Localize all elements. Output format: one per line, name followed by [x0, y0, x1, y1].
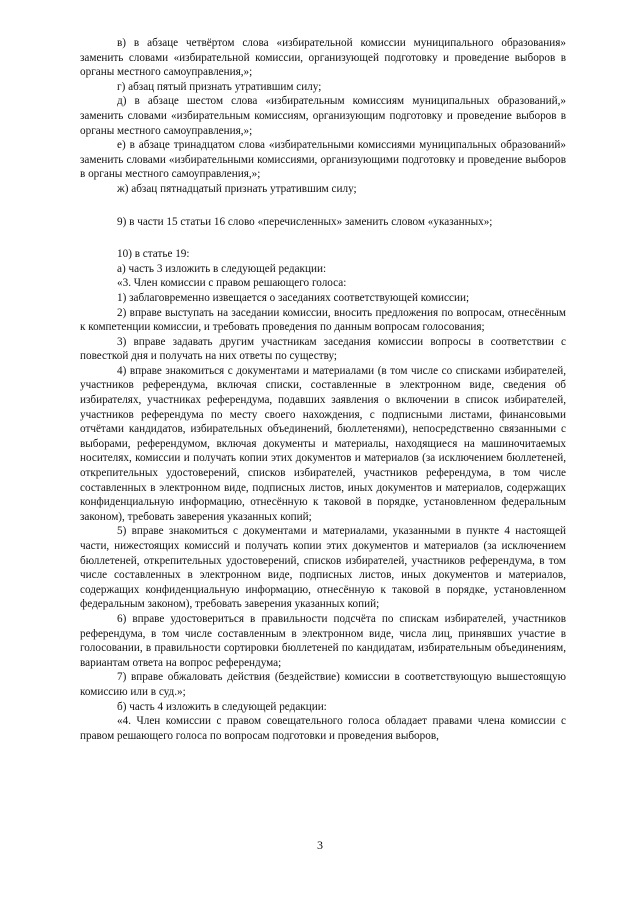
paragraph-part-4-heading: «4. Член комиссии с правом совещательного голоса обладает правами члена комиссии с правом решающего голоса по вопросам подготовки и проведения выборов,: [80, 715, 566, 742]
paragraph-g-fifth-abzac: г) абзац пятый признать утратившим силу;: [117, 80, 322, 93]
paragraph-b-part-4: б) часть 4 изложить в следующей редакции:: [117, 700, 327, 713]
paragraph-e-thirteenth-abzac: е) в абзаце тринадцатом слова «избирательными комиссиями муниципальных образований» заменить словами «избирательными комиссиями, организующими подготовку и проведение выборов в органы местного самоуправления,»;: [80, 139, 566, 181]
paragraph-a-part-3: а) часть 3 изложить в следующей редакции:: [117, 262, 327, 275]
page-number: 3: [317, 838, 323, 852]
document-body: [80, 36, 566, 743]
paragraph-point-2: 2) вправе выступать на заседании комиссии, вносить предложения по вопросам, отнесённым к компетенции комиссии, и требовать проведения по данным вопросам голосования;: [80, 306, 566, 334]
paragraph-point-3: 3) вправе задавать другим участникам заседания комиссии вопросы в соответствии с повесткой дня и получать на них ответы по существу;: [80, 335, 566, 363]
paragraph-point-5: 5) вправе знакомиться с документами и материалами, указанными в пункте 4 настоящей части, нижестоящих комиссий и получать копии этих документов и материалов (за исключением бюллетеней, открепительных удостоверений, списков избирателей, участников референдума, в том числе составленных в электронном виде, подписных листов, иных документов и материалов, содержащих конфиденциальную информацию, отнесённую к таковой в порядке, установленном федеральным законом), требовать заверения указанных копий;: [80, 525, 566, 611]
paragraph-item-10: 10) в статье 19:: [117, 248, 190, 261]
paragraph-point-7: 7) вправе обжаловать действия (бездействие) комиссии в соответствующую вышестоящую комиссию или в суд.»;: [80, 671, 566, 698]
paragraph-d-sixth-abzac: д) в абзаце шестом слова «избирательным комиссиям муниципальных образований,» заменить словами «избирательным комиссиям, организующим подготовку и проведение выборов в органы местного самоуправления,»;: [80, 95, 566, 137]
paragraph-part-3-heading: «3. Член комиссии с правом решающего голоса:: [117, 277, 347, 290]
paragraph-point-1: 1) заблаговременно извещается о заседаниях соответствующей комиссии;: [117, 291, 470, 304]
paragraph-point-6: 6) вправе удостовериться в правильности подсчёта по спискам избирателей, участников референдума, в том числе составленным в электронном виде, числа лиц, принявших участие в голосовании, в правильности сортировки бюллетеней по кандидатам, избирательным объединениям, вариантам ответа на вопрос референдума;: [80, 612, 566, 669]
paragraph-v-fourth-abzac: в) в абзаце четвёртом слова «избирательной комиссии муниципального образования» заменить словами «избирательной комиссии, организующей подготовку и проведение выборов в органы местного самоуправления,»;: [80, 37, 566, 79]
paragraph-point-4: 4) вправе знакомиться с документами и материалами (в том числе со списками избирателей, участников референдума, включая списки, составленные в электронном виде, сведения об избирателях, участниках референдума, подавших заявления о включении в список избирателей, участников референдума по месту своего нахождения, с подписными листами, финансовыми отчётами кандидатов, избирательных объединений, бюллетенями), непосредственно связанными с выборами, референдумом, включая документы и материалы, находящиеся на машиночитаемых носителях, комиссии и получать копии этих документов и материалов (за исключением бюллетеней, открепительных удостоверений, списков избирателей, участников референдума, в том числе составленных в электронном виде, подписных листов, иных документов и материалов, содержащих конфиденциальную информацию, отнесённую к таковой в порядке, установленном федеральным законом), требовать заверения указанных копий;: [80, 364, 566, 523]
paragraph-item-9: 9) в части 15 статьи 16 слово «перечисленных» заменить словом «указанных»;: [117, 215, 493, 228]
paragraph-zh-fifteenth-abzac: ж) абзац пятнадцатый признать утратившим силу;: [117, 182, 357, 195]
